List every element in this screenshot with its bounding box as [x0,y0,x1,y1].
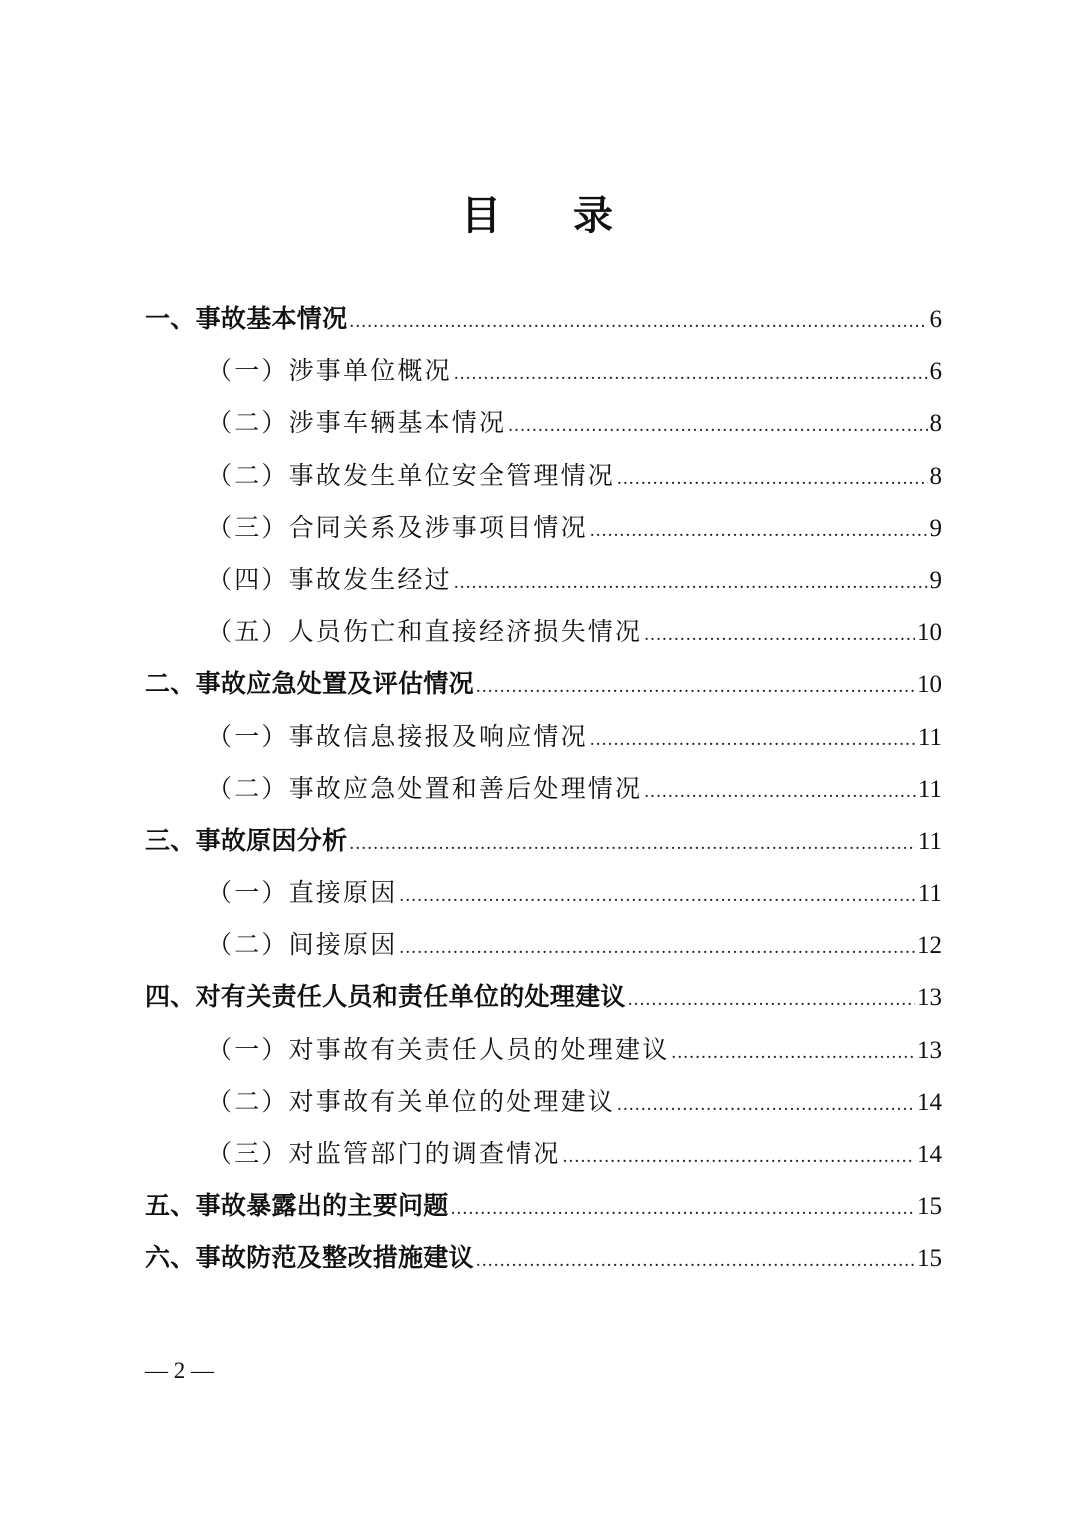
toc-page-number: 15 [917,1193,942,1221]
toc-dot-leader [476,1235,915,1287]
toc-entry-label: 五、事故暴露出的主要问题 [145,1191,449,1221]
toc-entry[interactable] [145,293,942,345]
toc-entry-label: 三、事故原因分析 [145,825,348,855]
page-title-char-2: 录 [573,193,613,239]
toc-entry-label: 四、对有关责任人员和责任单位的处理建议 [145,982,626,1012]
toc-entry-label: （二）对事故有关单位的处理建议 [207,1086,616,1116]
toc-dot-leader [617,1079,915,1131]
toc-page-number: 14 [917,1141,942,1168]
toc-entry[interactable] [145,1076,942,1128]
toc-dot-leader [617,453,927,505]
toc-entry-label: 一、事故基本情况 [145,304,348,333]
toc-page-number: 9 [929,514,942,542]
toc-entry-label: 六、事故防范及整改措施建议 [145,1243,474,1273]
toc-entry[interactable] [145,1128,942,1180]
toc-page-number: 11 [917,827,942,855]
toc-entry[interactable] [145,867,942,919]
toc-entry[interactable] [145,345,942,397]
toc-entry-label: （三）对监管部门的调查情况 [207,1139,561,1168]
toc-entry-label: （二）间接原因 [207,930,398,960]
toc-page-number: 10 [917,619,942,647]
toc-dot-leader [508,400,927,452]
toc-page-number: 6 [929,358,942,386]
toc-entry-label: （五）人员伤亡和直接经济损失情况 [207,617,643,647]
toc-entry-label: （四）事故发生经过 [207,564,452,594]
page-title [0,186,1074,246]
toc-entry-label: （一）事故信息接报及响应情况 [207,721,588,751]
toc-entry[interactable] [145,502,942,554]
toc-page-number: 11 [917,880,942,908]
toc-page-number: 6 [929,306,942,333]
toc-entry[interactable] [145,554,942,606]
toc-dot-leader [563,1131,915,1183]
toc-entry-label: （三）合同关系及涉事项目情况 [207,512,588,542]
toc-dot-leader [399,870,916,922]
toc-page-number: 8 [929,410,942,438]
toc-page-number: 15 [917,1245,942,1273]
toc-entry[interactable] [145,450,942,502]
toc-entry-label: （一）直接原因 [207,878,398,908]
toc-entry-label: （一）涉事单位概况 [207,356,452,386]
toc-page-number: 11 [917,775,942,803]
page-title-char-1: 目 [461,193,501,239]
toc-entry[interactable] [145,815,942,867]
toc-page-number: 14 [917,1088,942,1116]
toc-entry[interactable] [145,971,942,1023]
toc-dot-leader [349,818,916,870]
toc-entry-label: （二）事故发生单位安全管理情况 [207,460,616,490]
toc-page-number: 9 [929,566,942,594]
toc-dot-leader [644,766,916,818]
toc-entry-label: 二、事故应急处置及评估情况 [145,669,474,699]
toc-dot-leader [476,661,915,713]
toc-dot-leader [671,1027,915,1079]
toc-dot-leader [454,348,928,400]
toc-dot-leader [590,714,916,766]
toc-dot-leader [644,609,915,661]
toc-entry[interactable] [145,606,942,658]
toc-dot-leader [451,1183,915,1235]
toc-entry-label: （二）事故应急处置和善后处理情况 [207,773,643,803]
toc-entry-label: （一）对事故有关责任人员的处理建议 [207,1034,670,1064]
toc-dot-leader [399,922,915,974]
toc-entry[interactable] [145,1024,942,1076]
toc-entry[interactable] [145,1232,942,1284]
toc-page-number: 13 [917,984,942,1012]
toc-entry[interactable] [145,919,942,971]
toc-page-number: 11 [917,723,942,751]
toc-dot-leader [590,505,928,557]
page-number-footer: — 2 — [145,1358,214,1383]
toc-dot-leader [628,974,915,1026]
toc-dot-leader [454,557,928,609]
toc-entry-label: （二）涉事车辆基本情况 [207,408,507,438]
table-of-contents [145,293,942,1285]
toc-page-number: 12 [917,932,942,960]
toc-entry[interactable] [145,658,942,710]
toc-entry[interactable] [145,397,942,449]
toc-entry[interactable] [145,711,942,763]
toc-entry[interactable] [145,763,942,815]
toc-page-number: 13 [917,1036,942,1064]
toc-dot-leader [349,296,927,348]
toc-entry[interactable] [145,1180,942,1232]
toc-page-number: 10 [917,671,942,699]
toc-page-number: 8 [929,462,942,490]
